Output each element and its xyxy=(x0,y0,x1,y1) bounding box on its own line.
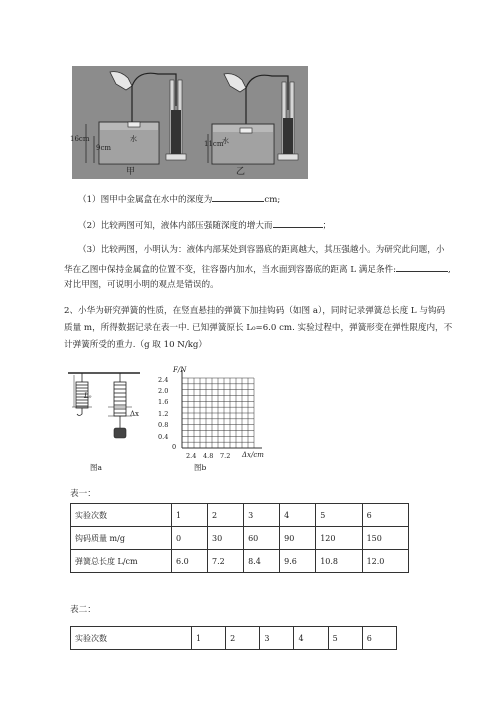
answer-blank-2[interactable] xyxy=(273,218,323,228)
caption-right: 乙 xyxy=(236,167,246,177)
table-cell: 30 xyxy=(208,527,244,550)
table-cell: 5 xyxy=(316,504,362,527)
depth-right-label: 11cm xyxy=(204,140,224,148)
table-cell: 5 xyxy=(328,627,362,650)
question-2-end: ； xyxy=(322,221,332,231)
problem-2-line3: 计弹簧所受的重力.（g 取 10 N/kg） xyxy=(64,340,208,350)
water-right-label: 水 xyxy=(222,137,229,145)
l0-label: L₀ xyxy=(84,392,92,400)
row-label: 弹簧总长度 L/cm xyxy=(71,550,172,573)
table-cell: 2 xyxy=(226,627,260,650)
depth-left-label: 16cm xyxy=(70,135,90,143)
question-2-text: （2）比较两图可知，液体内部压强随深度的增大而 xyxy=(78,221,273,231)
question-1 xyxy=(78,192,280,206)
y-tick-label: 0.4 xyxy=(158,433,169,441)
pressure-gauge-illustration xyxy=(72,66,308,179)
water-left-label: 水 xyxy=(130,135,137,143)
question-3-line1: （3）比较两图，小明认为：液体内部某处到容器底的距离越大，其压强越小。为研究此问题，小 xyxy=(78,245,445,255)
question-3-line2 xyxy=(64,262,451,276)
row-label: 实验次数 xyxy=(71,627,192,650)
table-cell: 12.0 xyxy=(362,550,408,573)
table-2-title: 表二： xyxy=(70,605,96,615)
x-tick-label: 7.2 xyxy=(220,452,231,460)
table-cell: 60 xyxy=(244,527,280,550)
table-row xyxy=(71,627,397,650)
question-3-text: 华在乙图中保持金属盒的位置不变，往容器内加水，当水面到容器底的距离 L 满足条件: xyxy=(64,265,397,275)
origin-label: 0 xyxy=(172,443,177,451)
y-axis-label: F/N xyxy=(173,366,187,374)
table-cell: 0 xyxy=(172,527,208,550)
table-cell: 7.2 xyxy=(208,550,244,573)
table-cell: 9.6 xyxy=(280,550,316,573)
table-1-title: 表一： xyxy=(70,489,96,499)
experiment-photo xyxy=(72,66,308,179)
question-2 xyxy=(78,218,331,232)
figure-a xyxy=(68,370,148,475)
table-cell: 150 xyxy=(362,527,408,550)
x-tick-label: 4.8 xyxy=(203,452,214,460)
figure-b-caption: 图b xyxy=(194,463,207,472)
question-1-text: （1）图甲中金属盒在水中的深度为 xyxy=(78,195,213,205)
table-cell: 1 xyxy=(172,504,208,527)
y-tick-label: 2.0 xyxy=(158,387,169,395)
question-3-line3: 对比甲图，可说明小明的观点是错误的。 xyxy=(64,280,219,290)
y-tick-label: 1.2 xyxy=(158,410,169,418)
problem-2-line1: 2、小华为研究弹簧的性质，在竖直悬挂的弹簧下加挂钩码（如图 a），同时记录弹簧总长度 L 与钩码 xyxy=(64,306,446,316)
caption-left: 甲 xyxy=(126,167,136,177)
table-cell: 8.4 xyxy=(244,550,280,573)
y-tick-label: 2.4 xyxy=(158,376,169,384)
figure-a-caption: 图a xyxy=(90,463,102,472)
table-cell: 4 xyxy=(280,504,316,527)
problem-2-line2: 质量 m，所得数据记录在表一中. 已知弹簧原长 L₀=6.0 cm. 实验过程中，弹簧形变在弹性限度内，不 xyxy=(64,323,453,333)
table-cell: 6 xyxy=(362,504,408,527)
table-2 xyxy=(70,626,397,650)
table-cell: 3 xyxy=(244,504,280,527)
mark-9cm-label: 9cm xyxy=(96,144,112,152)
y-tick-label: 1.6 xyxy=(158,398,169,406)
table-cell: 90 xyxy=(280,527,316,550)
table-cell: 120 xyxy=(316,527,362,550)
dx-label: Δx xyxy=(130,410,140,418)
table-cell: 6 xyxy=(362,627,396,650)
row-label: 钩码质量 m/g xyxy=(71,527,172,550)
y-tick-label: 0.8 xyxy=(158,421,169,429)
figure-b xyxy=(156,366,266,476)
table-cell: 3 xyxy=(260,627,294,650)
table-row xyxy=(71,504,409,527)
table-cell: 1 xyxy=(192,627,226,650)
table-cell: 10.8 xyxy=(316,550,362,573)
question-3-comma: , xyxy=(448,265,451,275)
question-1-unit: cm; xyxy=(264,195,281,205)
answer-blank-3[interactable] xyxy=(396,262,448,272)
answer-blank-1[interactable] xyxy=(212,192,264,202)
table-row xyxy=(71,527,409,550)
table-row xyxy=(71,550,409,573)
table-cell: 4 xyxy=(294,627,328,650)
row-label: 实验次数 xyxy=(71,504,172,527)
x-axis-label: Δx/cm xyxy=(242,451,264,459)
x-tick-label: 2.4 xyxy=(186,452,197,460)
table-1 xyxy=(70,503,409,573)
table-cell: 6.0 xyxy=(172,550,208,573)
table-cell: 2 xyxy=(208,504,244,527)
